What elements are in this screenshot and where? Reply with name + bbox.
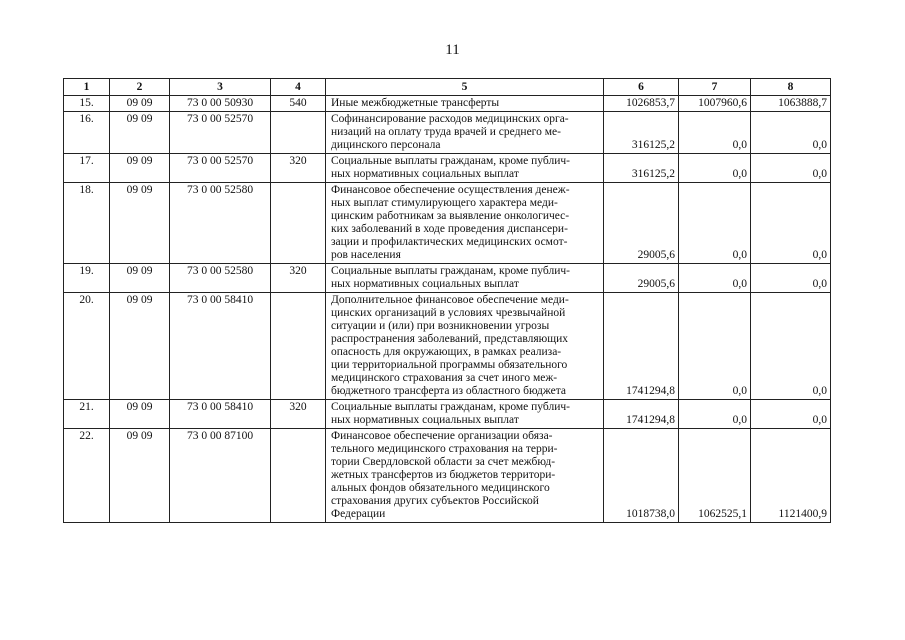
amount-column-8: 0,0: [751, 293, 831, 400]
header-cell: 5: [326, 79, 604, 96]
description-line: ных нормативных социальных выплат: [331, 278, 519, 290]
description-line: Социальные выплаты гражданам, кроме публич-: [331, 265, 570, 277]
description-line: ных нормативных социальных выплат: [331, 168, 519, 180]
amount-column-7: 0,0: [679, 293, 751, 400]
description-line: Дополнительное финансовое обеспечение меди-: [331, 294, 569, 306]
amount-column-6: 316125,2: [604, 154, 679, 183]
description-line: ких заболеваний в ходе проведения диспансери-: [331, 223, 568, 235]
description-line: тории Свердловской области за счет межбюд-: [331, 456, 556, 468]
amount-column-6: 1741294,8: [604, 293, 679, 400]
header-cell: 6: [604, 79, 679, 96]
table-row: [64, 429, 831, 523]
header-cell: 4: [271, 79, 326, 96]
expense-type-code: 320: [271, 264, 326, 293]
description-line: зации и профилактических медицинских осмот-: [331, 236, 568, 248]
amount-column-7: 0,0: [679, 400, 751, 429]
section-code: 09 09: [110, 293, 170, 400]
row-number: 16.: [64, 112, 110, 154]
amount-column-7: 0,0: [679, 154, 751, 183]
target-article-code: 73 0 00 52580: [170, 264, 271, 293]
page-number: 11: [445, 42, 460, 58]
table-row: [64, 154, 831, 183]
description-line: ции территориальной программы обязательного: [331, 359, 568, 371]
description-line: дицинского персонала: [331, 139, 441, 151]
target-article-code: 73 0 00 52570: [170, 154, 271, 183]
item-description: [326, 429, 604, 523]
expense-type-code: [271, 293, 326, 400]
table-row: [64, 400, 831, 429]
row-number: 21.: [64, 400, 110, 429]
target-article-code: 73 0 00 50930: [170, 96, 271, 112]
section-code: 09 09: [110, 400, 170, 429]
item-description: [326, 96, 604, 112]
amount-column-8: 0,0: [751, 400, 831, 429]
target-article-code: 73 0 00 58410: [170, 400, 271, 429]
amount-column-7: 1062525,1: [679, 429, 751, 523]
amount-column-7: 0,0: [679, 183, 751, 264]
row-number: 18.: [64, 183, 110, 264]
expense-type-code: 540: [271, 96, 326, 112]
description-line: цинским работникам за выявление онкологичес-: [331, 210, 570, 222]
target-article-code: 73 0 00 52580: [170, 183, 271, 264]
description-line: альных фондов обязательного медицинского: [331, 482, 550, 494]
section-code: 09 09: [110, 96, 170, 112]
expense-type-code: [271, 429, 326, 523]
item-description: [326, 154, 604, 183]
item-description: [326, 400, 604, 429]
description-line: ных нормативных социальных выплат: [331, 414, 519, 426]
section-code: 09 09: [110, 183, 170, 264]
amount-column-7: 1007960,6: [679, 96, 751, 112]
description-line: низаций на оплату труда врачей и среднего ме-: [331, 126, 561, 138]
table-row: [64, 183, 831, 264]
amount-column-8: 0,0: [751, 112, 831, 154]
header-cell: 2: [110, 79, 170, 96]
description-line: медицинского страхования за счет иного меж-: [331, 372, 558, 384]
table-row: [64, 112, 831, 154]
description-line: тельного медицинского страхования на терри-: [331, 443, 558, 455]
section-code: 09 09: [110, 112, 170, 154]
table-row: [64, 96, 831, 112]
row-number: 17.: [64, 154, 110, 183]
amount-column-6: 1741294,8: [604, 400, 679, 429]
amount-column-8: 0,0: [751, 183, 831, 264]
amount-column-6: 29005,6: [604, 264, 679, 293]
table-row: [64, 264, 831, 293]
amount-column-8: 1063888,7: [751, 96, 831, 112]
section-code: 09 09: [110, 264, 170, 293]
amount-column-8: 0,0: [751, 154, 831, 183]
header-row: [64, 79, 831, 96]
expense-type-code: [271, 112, 326, 154]
amount-column-7: 0,0: [679, 112, 751, 154]
target-article-code: 73 0 00 87100: [170, 429, 271, 523]
description-line: распространения заболеваний, представляющих: [331, 333, 569, 345]
description-line: Социальные выплаты гражданам, кроме публич-: [331, 401, 570, 413]
description-line: ных выплат стимулирующего характера меди-: [331, 197, 558, 209]
target-article-code: 73 0 00 58410: [170, 293, 271, 400]
description-line: ситуации и (или) при возникновении угрозы: [331, 320, 550, 332]
description-line: бюджетного трансферта из областного бюджета: [331, 385, 567, 397]
description-line: Социальные выплаты гражданам, кроме публич-: [331, 155, 570, 167]
amount-column-8: 0,0: [751, 264, 831, 293]
item-description: [326, 112, 604, 154]
expense-type-code: [271, 183, 326, 264]
amount-column-6: 1026853,7: [604, 96, 679, 112]
header-cell: 7: [679, 79, 751, 96]
amount-column-7: 0,0: [679, 264, 751, 293]
row-number: 19.: [64, 264, 110, 293]
amount-column-6: 316125,2: [604, 112, 679, 154]
description-line: ров населения: [331, 249, 401, 261]
header-cell: 1: [64, 79, 110, 96]
description-line: Финансовое обеспечение организации обяза-: [331, 430, 553, 442]
header-cell: 3: [170, 79, 271, 96]
expense-type-code: 320: [271, 154, 326, 183]
row-number: 20.: [64, 293, 110, 400]
amount-column-6: 1018738,0: [604, 429, 679, 523]
target-article-code: 73 0 00 52570: [170, 112, 271, 154]
section-code: 09 09: [110, 154, 170, 183]
description-line: Софинансирование расходов медицинских орга-: [331, 113, 569, 125]
header-cell: 8: [751, 79, 831, 96]
row-number: 15.: [64, 96, 110, 112]
item-description: [326, 264, 604, 293]
table-row: [64, 293, 831, 400]
expense-type-code: 320: [271, 400, 326, 429]
budget-table: [63, 78, 831, 523]
description-line: Иные межбюджетные трансферты: [331, 97, 500, 109]
description-line: жетных трансфертов из бюджетов территори-: [331, 469, 556, 481]
amount-column-6: 29005,6: [604, 183, 679, 264]
description-line: опасность для окружающих, в рамках реализа-: [331, 346, 562, 358]
item-description: [326, 293, 604, 400]
description-line: цинских организаций в условиях чрезвычайной: [331, 307, 566, 319]
description-line: страхования других субъектов Российской: [331, 495, 539, 507]
amount-column-8: 1121400,9: [751, 429, 831, 523]
item-description: [326, 183, 604, 264]
description-line: Федерации: [331, 508, 386, 520]
description-line: Финансовое обеспечение осуществления денеж-: [331, 184, 570, 196]
row-number: 22.: [64, 429, 110, 523]
section-code: 09 09: [110, 429, 170, 523]
